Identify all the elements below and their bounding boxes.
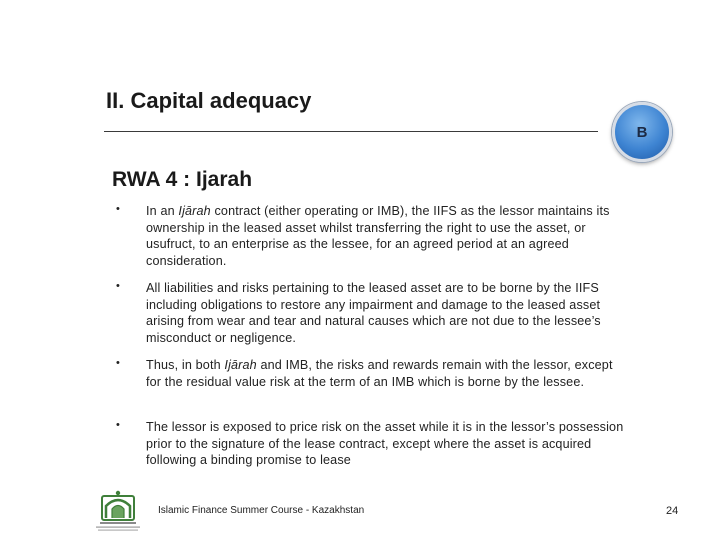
- slide-subtitle: RWA 4 : Ijarah: [112, 168, 253, 191]
- bullet-marker: •: [116, 357, 120, 369]
- bullet-text: Thus, in both Ijārah and IMB, the risks and rewards remain with the lessor, except for the residual value risk at the term of an IMB which is borne by the lessee.: [146, 358, 613, 389]
- title-divider: [104, 131, 598, 132]
- bullet-text: All liabilities and risks pertaining to the leased asset are to be borne by the IIFS including obligations to restore any impairment and damage to the leased asset arising from wear and tear and natural causes which are not due to the lessee’s misconduct or negligence.: [146, 281, 601, 345]
- section-badge: [612, 102, 672, 162]
- institution-logo-icon: [90, 488, 146, 534]
- page-number: 24: [666, 505, 679, 517]
- bullet-text: In an Ijārah contract (either operating or IMB), the IIFS as the lessor maintains its ownership in the leased asset whilst transferring the right to use the asset, or usufruct, to an enterprise as the lessee, for an agreed period at an agreed consideration.: [146, 204, 610, 268]
- bullet-marker: •: [116, 419, 120, 431]
- bullet-marker: •: [116, 280, 120, 292]
- bullet-marker: •: [116, 203, 120, 215]
- section-badge-label: B: [636, 123, 648, 141]
- footer-course-label: Islamic Finance Summer Course - Kazakhstan: [158, 505, 365, 516]
- bullet-text: The lessor is exposed to price risk on the asset while it is in the lessor’s possession prior to the signature of the lease contract, except where the asset is acquired following a binding promise to lease: [146, 420, 624, 467]
- slide-title: II. Capital adequacy: [106, 88, 312, 113]
